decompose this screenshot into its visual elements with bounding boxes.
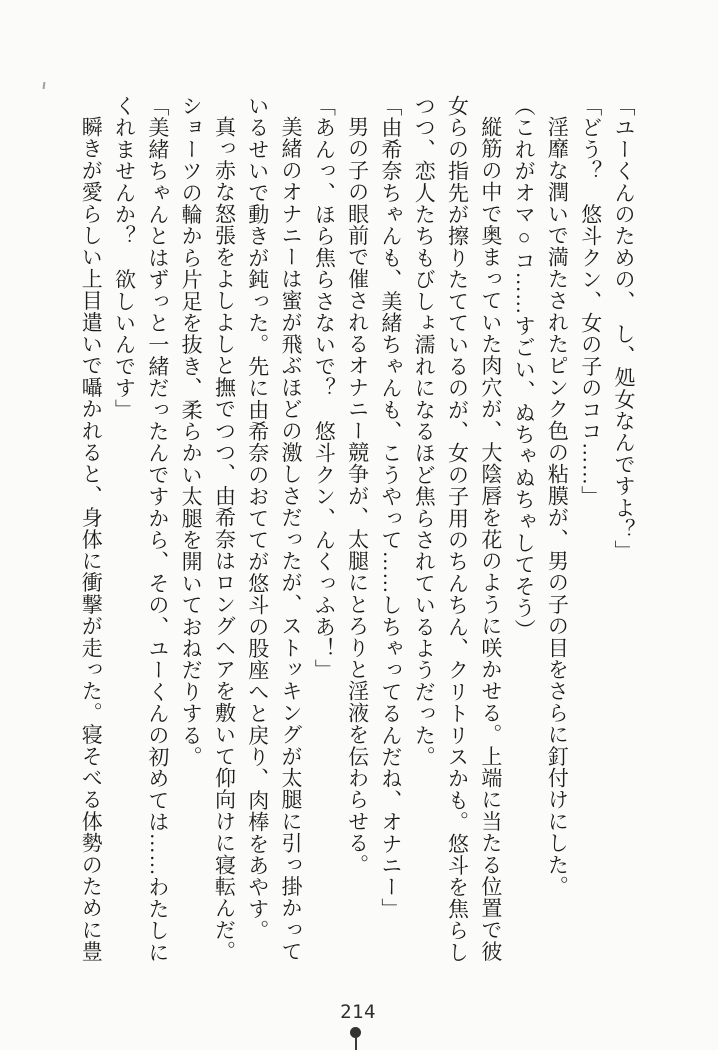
paragraph-narrative: 男の子の眼前で催されるオナニー競争が、太腿にとろりと淫液を伝わらせる。 xyxy=(345,116,370,876)
paragraph-thought: （これがオマ○コ……すごい、ぬちゃぬちゃしてそう） xyxy=(512,95,537,641)
paragraph-dialogue: 「由希奈ちゃんも、美緒ちゃんも、こうやって……しちゃってるんだね、オナニー」 xyxy=(378,95,403,920)
scan-artifact-icon xyxy=(43,82,46,89)
paragraph-dialogue: 「美緒ちゃんとはずっと一緒だったんですから、その、ユーくんの初めては……わたしにくれませんか？ 欲しいんです」 xyxy=(112,95,170,963)
text-block xyxy=(72,95,640,965)
paragraph-dialogue: 「どう？ 悠斗クン、女の子のココ……」 xyxy=(578,95,603,508)
paragraph-dialogue: 「あんっ、ほら焦らさないで？ 悠斗クン、んくっふあ！」 xyxy=(312,95,337,681)
paragraph-dialogue: 「ユーくんのための、 し、処女なんですよ？」 xyxy=(612,95,636,562)
page-number: 214 xyxy=(340,1001,376,1023)
binding-line-icon xyxy=(355,1037,357,1050)
paragraph-narrative: 真っ赤な怒張をよしよしと撫でつつ、由希奈はロングヘアを敷いて仰向けに寝転んだ。ショーツの輪から片足を抜き、柔らかい太腿を開いておねだりする。 xyxy=(179,95,237,963)
paragraph-narrative: 美緒のオナニーは蜜が飛ぶほどの激しさだったが、ストッキングが太腿に引っ掛かっているせいで動きが鈍った。先に由希奈のおててが悠斗の股座へと戻り、肉棒をあやす。 xyxy=(245,95,304,963)
paragraph-narrative: 縦筋の中で奥まっていた肉穴が、大陰唇を花のように咲かせる。上端に当たる位置で彼女らの指先が擦りたてているのが、女の子用のちんちん、クリトリスかも。悠斗を焦らしつつ、恋人たちもびしょ濡れになるほど焦らされているようだった。 xyxy=(412,95,503,963)
paragraph-narrative: 瞬きが愛らしい上目遣いで囁かれると、身体に衝撃が走った。寝そべる体勢のために豊 xyxy=(79,116,104,963)
paragraph-narrative: 淫靡な潤いで満たされたピンク色の粘膜が、男の子の目をさらに釘付けにした。 xyxy=(545,116,570,898)
